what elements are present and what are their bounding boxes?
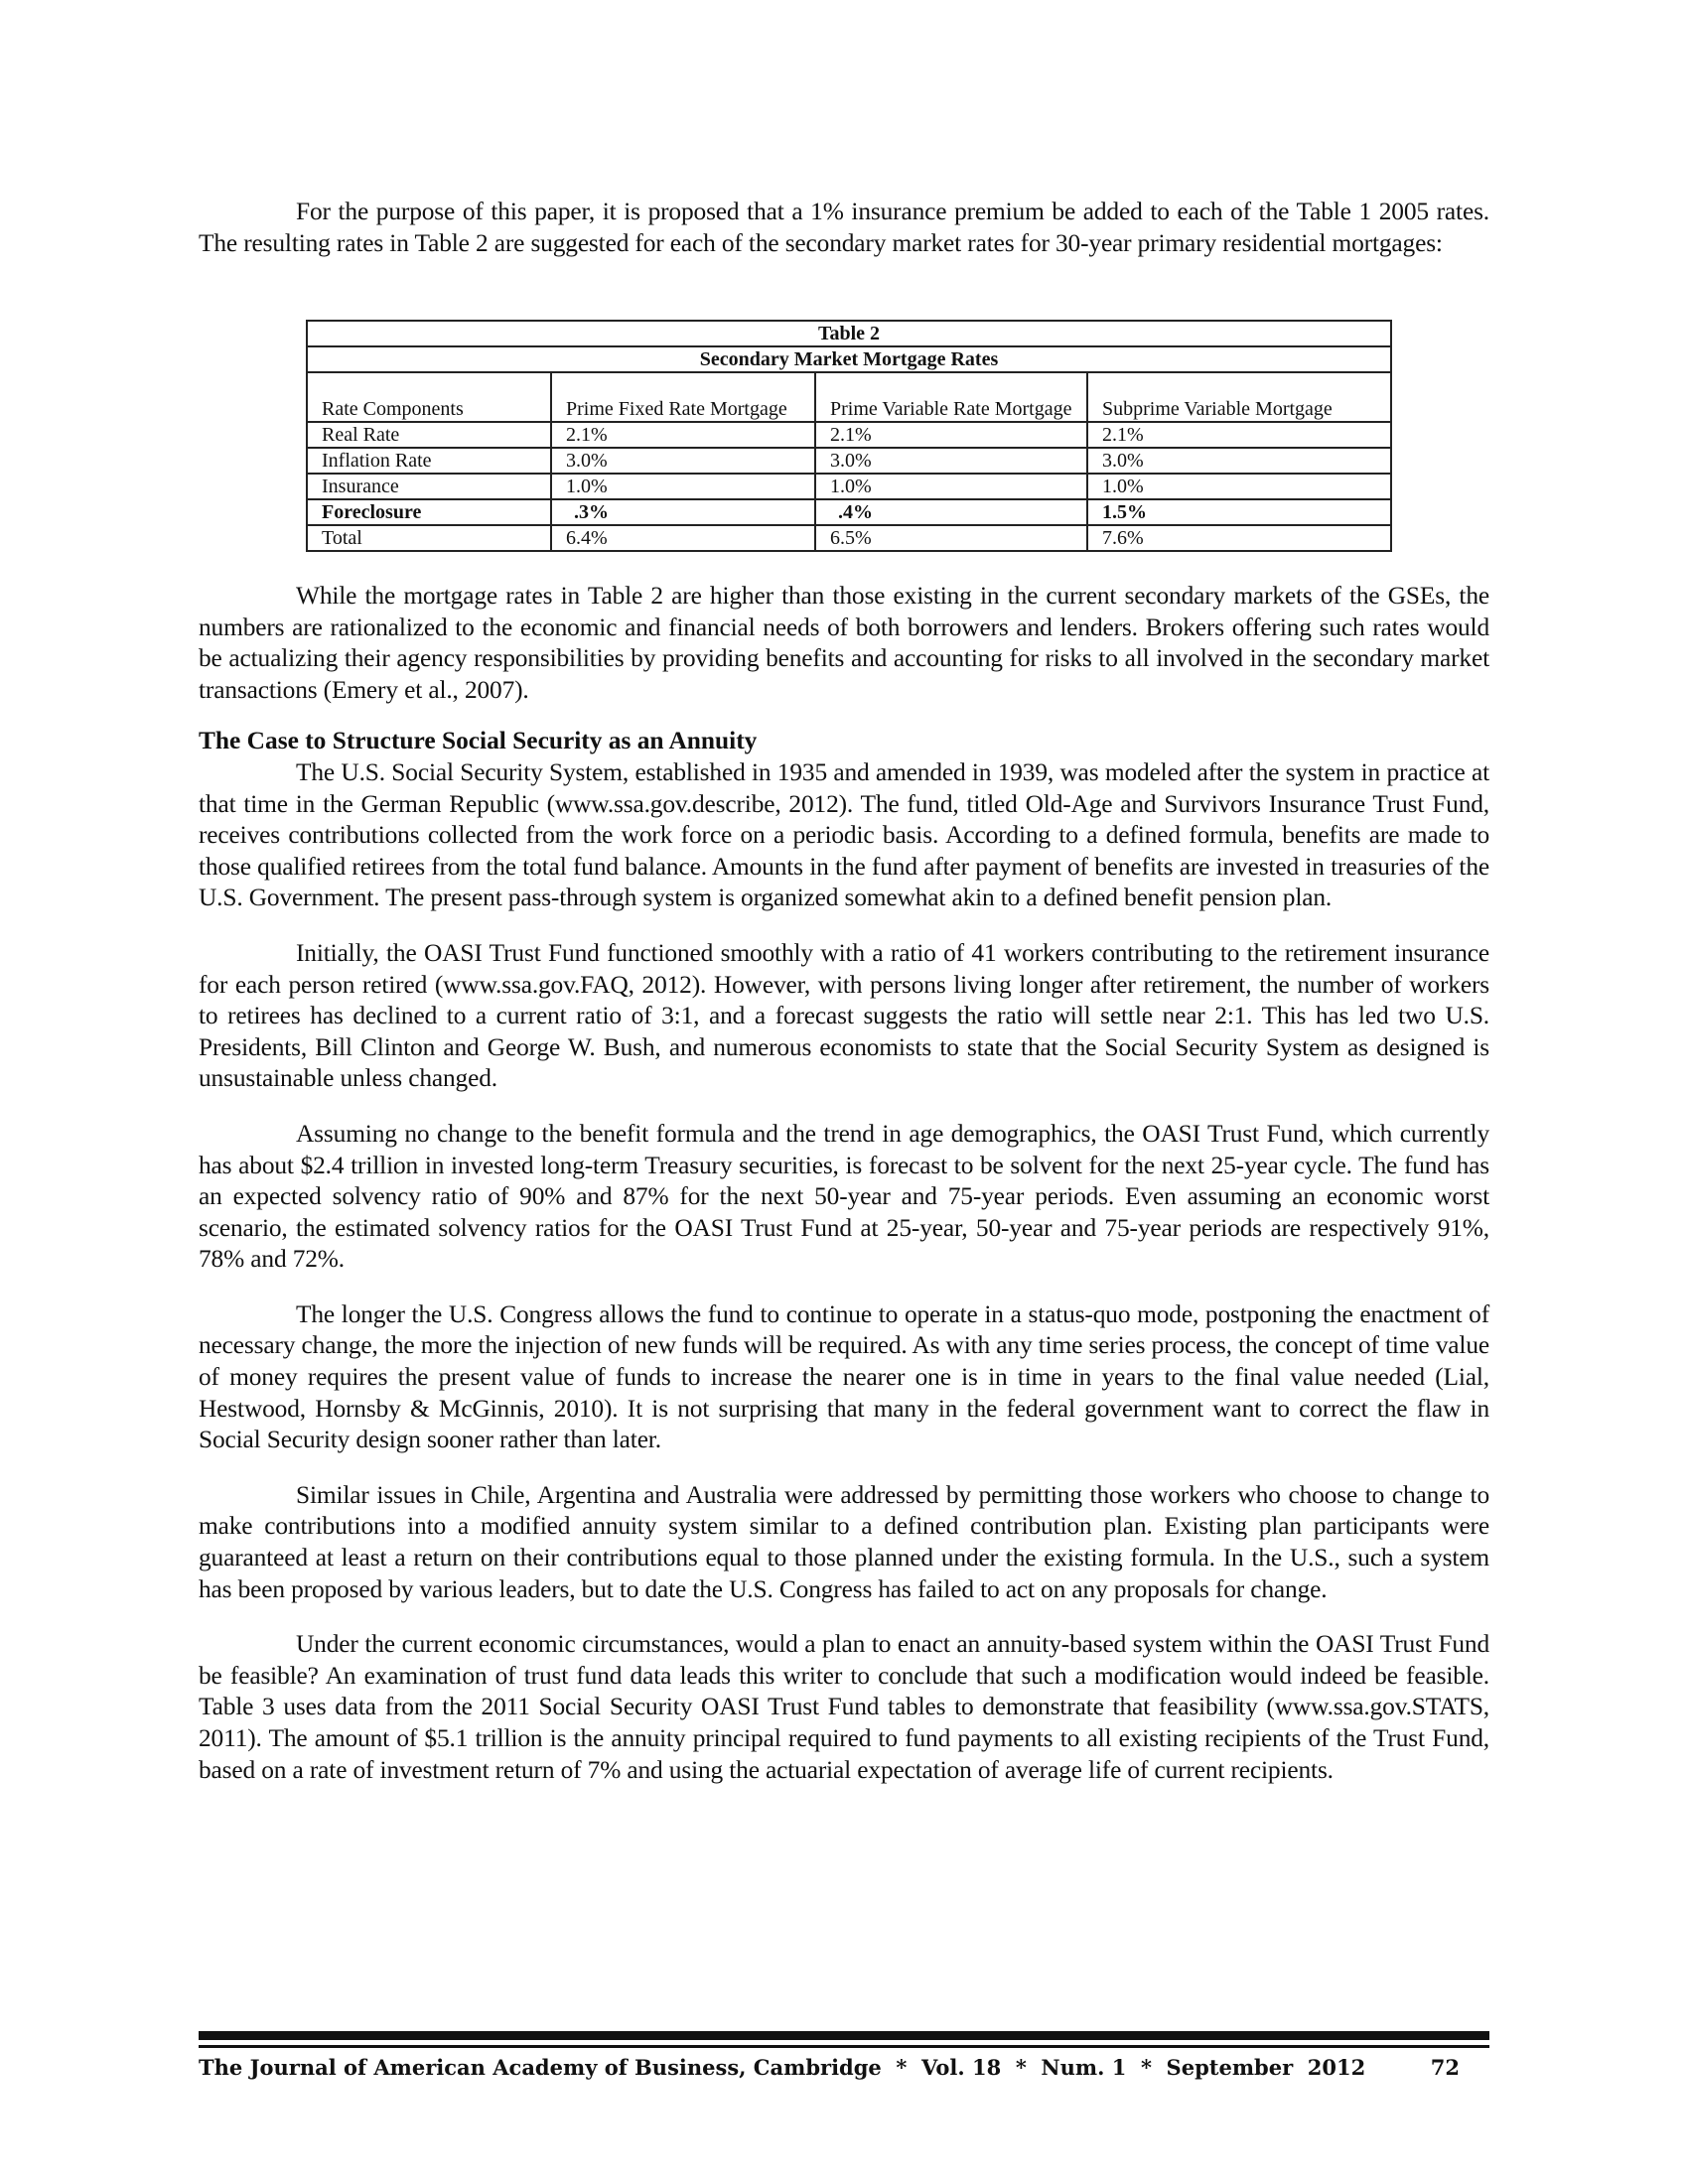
paragraph: Similar issues in Chile, Argentina and Australia were addressed by permitting those workers who choose to change to make contributions into a modified annuity system similar to a defined contribution plan. Existing plan participants were guaranteed at least a return on their contributions equal to those planned under the existing formula. In the U.S., such a system has been proposed by various leaders, but to date the U.S. Congress has failed to act on any proposals for change. — [199, 1480, 1489, 1603]
table-cell: .4% — [815, 499, 1087, 525]
table-cell: 3.0% — [551, 448, 815, 474]
footer-rule — [199, 2031, 1489, 2040]
table-cell: Foreclosure — [307, 499, 551, 525]
table-cell: Inflation Rate — [307, 448, 551, 474]
table-cell: Real Rate — [307, 422, 551, 448]
table-cell: Total — [307, 525, 551, 551]
table-cell: 7.6% — [1087, 525, 1391, 551]
table-row — [307, 422, 1391, 448]
table-cell: 2.1% — [1087, 422, 1391, 448]
table-cell: 3.0% — [815, 448, 1087, 474]
table-header-cell: Rate Components — [307, 372, 551, 422]
paragraph: The longer the U.S. Congress allows the fund to continue to operate in a status-quo mode, postponing the enactment of necessary change, the more the injection of new funds will be required. As with any time series process, the concept of time value of money requires the present value of funds to increase the nearer one is in time in years to the final value needed (Lial, Hestwood, Hornsby & McGinnis, 2010). It is not surprising that many in the federal government want to correct the flaw in Social Security design sooner rather than later. — [199, 1299, 1489, 1454]
paragraph: The U.S. Social Security System, established in 1935 and amended in 1939, was modeled after the system in practice at that time in the German Republic (www.ssa.gov.describe, 2012). The fund, titled Old-Age and Survivors Insurance Trust Fund, receives contributions collected from the work force on a periodic basis. According to a defined formula, benefits are made to those qualified retirees from the total fund balance. Amounts in the fund after payment of benefits are invested in treasuries of the U.S. Government. The present pass-through system is organized somewhat akin to a defined benefit pension plan. — [199, 757, 1489, 912]
table-subtitle: Secondary Market Mortgage Rates — [307, 346, 1391, 372]
paragraph: While the mortgage rates in Table 2 are higher than those existing in the current secondary markets of the GSEs, the numbers are rationalized to the economic and financial needs of both borrowers and lenders. Brokers offering such rates would be actualizing their agency responsibilities by providing benefits and accounting for risks to all involved in the secondary market transactions (Emery et al., 2007). — [199, 582, 1489, 704]
table-header-cell: Subprime Variable Mortgage — [1087, 372, 1391, 422]
page-footer — [199, 2053, 1460, 2083]
table-header-cell: Prime Fixed Rate Mortgage — [551, 372, 815, 422]
table-header-row — [307, 372, 1391, 422]
table-cell: 1.0% — [1087, 474, 1391, 499]
table-cell: 3.0% — [1087, 448, 1391, 474]
table-cell: 1.0% — [815, 474, 1087, 499]
table-cell: Insurance — [307, 474, 551, 499]
table-cell: 6.4% — [551, 525, 815, 551]
table-title: Table 2 — [307, 321, 1391, 346]
paragraph: Assuming no change to the benefit formula and the trend in age demographics, the OASI Trust Fund, which currently has about $2.4 trillion in invested long-term Treasury securities, is forecast to be solvent for the next 25-year cycle. The fund has an expected solvency ratio of 90% and 87% for the next 50-year and 75-year periods. Even assuming an economic worst scenario, the estimated solvency ratios for the OASI Trust Fund at 25-year, 50-year and 75-year periods are respectively 91%, 78% and 72%. — [199, 1119, 1489, 1274]
journal-citation: The Journal of American Academy of Business, Cambridge * Vol. 18 * Num. 1 * September 2012 — [199, 2055, 1366, 2080]
table-row — [307, 499, 1391, 525]
table-row — [307, 474, 1391, 499]
paragraph: Under the current economic circumstances, would a plan to enact an annuity-based system within the OASI Trust Fund be feasible? An examination of trust fund data leads this writer to conclude that such a modification would indeed be feasible. Table 3 uses data from the 2011 Social Security OASI Trust Fund tables to demonstrate that feasibility (www.ssa.gov.STATS, 2011). The amount of $5.1 trillion is the annuity principal required to fund payments to all existing recipients of the Trust Fund, based on a rate of investment return of 7% and using the actuarial expectation of average life of current recipients. — [199, 1630, 1489, 1784]
intro-paragraph: For the purpose of this paper, it is proposed that a 1% insurance premium be added to each of the Table 1 2005 rates. The resulting rates in Table 2 are suggested for each of the secondary market rates for 30-year primary residential mortgages: — [199, 198, 1489, 257]
table-2 — [306, 320, 1392, 552]
main-text — [199, 581, 1489, 1786]
page-body — [199, 197, 1489, 259]
footer-rule — [199, 2045, 1489, 2048]
table-row — [307, 448, 1391, 474]
section-heading: The Case to Structure Social Security as an Annuity — [199, 727, 758, 755]
table-row — [307, 525, 1391, 551]
table-header-cell: Prime Variable Rate Mortgage — [815, 372, 1087, 422]
table-cell: 6.5% — [815, 525, 1087, 551]
table-cell: .3% — [551, 499, 815, 525]
table-cell: 1.5% — [1087, 499, 1391, 525]
page-number: 72 — [1430, 2055, 1460, 2080]
table-cell: 1.0% — [551, 474, 815, 499]
table-cell: 2.1% — [815, 422, 1087, 448]
table-cell: 2.1% — [551, 422, 815, 448]
paragraph: Initially, the OASI Trust Fund functioned smoothly with a ratio of 41 workers contributing to the retirement insurance for each person retired (www.ssa.gov.FAQ, 2012). However, with persons living longer after retirement, the number of workers to retirees has declined to a current ratio of 3:1, and a forecast suggests the ratio will settle near 2:1. This has led two U.S. Presidents, Bill Clinton and George W. Bush, and numerous economists to state that the Social Security System as designed is unsustainable unless changed. — [199, 938, 1489, 1093]
